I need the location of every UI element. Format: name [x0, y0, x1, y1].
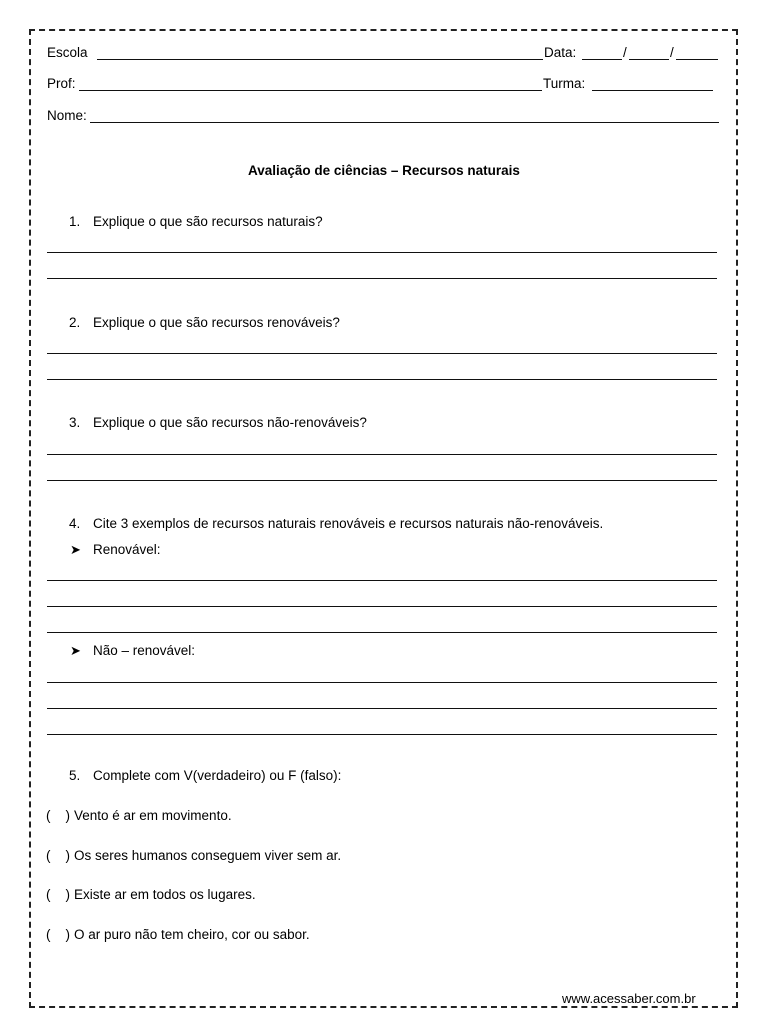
date-separator: /	[623, 45, 627, 60]
statement-text: O ar puro não tem cheiro, cor ou sabor.	[74, 927, 310, 942]
arrow-bullet-icon: ➤	[70, 542, 81, 557]
answer-line[interactable]	[47, 353, 717, 354]
answer-line[interactable]	[47, 606, 717, 607]
statement-text: Os seres humanos conseguem viver sem ar.	[74, 848, 342, 863]
answer-line[interactable]	[47, 708, 717, 709]
footer-website: www.acessaber.com.br	[562, 991, 696, 1006]
turma-field[interactable]	[592, 90, 713, 91]
answer-line[interactable]	[47, 252, 717, 253]
statement-text: Existe ar em todos os lugares.	[74, 887, 256, 902]
answer-line[interactable]	[47, 734, 717, 735]
answer-bracket[interactable]: ( )	[46, 808, 70, 823]
question-text: Explique o que são recursos não-renováveis?	[93, 415, 367, 430]
answer-bracket[interactable]: ( )	[46, 848, 70, 863]
answer-line[interactable]	[47, 480, 717, 481]
question-number: 4.	[69, 516, 81, 531]
answer-line[interactable]	[47, 632, 717, 633]
answer-line[interactable]	[47, 278, 717, 279]
question-text: Explique o que são recursos naturais?	[93, 214, 323, 229]
arrow-bullet-icon: ➤	[70, 643, 81, 658]
answer-bracket[interactable]: ( )	[46, 927, 70, 942]
nome-label: Nome:	[47, 108, 87, 123]
nome-field[interactable]	[90, 122, 719, 123]
page-title: Avaliação de ciências – Recursos naturais	[248, 163, 520, 178]
sub-item-label: Renovável:	[93, 542, 161, 557]
data-label: Data:	[544, 45, 577, 60]
escola-field[interactable]	[97, 59, 543, 60]
answer-line[interactable]	[47, 454, 717, 455]
escola-label: Escola	[47, 45, 88, 60]
answer-bracket[interactable]: ( )	[46, 887, 70, 902]
answer-line[interactable]	[47, 379, 717, 380]
answer-line[interactable]	[47, 682, 717, 683]
prof-label: Prof:	[47, 76, 76, 91]
date-month-field[interactable]	[629, 59, 669, 60]
date-day-field[interactable]	[582, 59, 622, 60]
question-number: 2.	[69, 315, 81, 330]
date-year-field[interactable]	[676, 59, 718, 60]
question-number: 5.	[69, 768, 81, 783]
turma-label: Turma:	[543, 76, 586, 91]
prof-field[interactable]	[79, 90, 542, 91]
answer-line[interactable]	[47, 580, 717, 581]
question-text: Explique o que são recursos renováveis?	[93, 315, 340, 330]
question-text: Complete com V(verdadeiro) ou F (falso):	[93, 768, 342, 783]
sub-item-label: Não – renovável:	[93, 643, 196, 658]
question-number: 1.	[69, 214, 81, 229]
date-separator: /	[670, 45, 674, 60]
question-number: 3.	[69, 415, 81, 430]
statement-text: Vento é ar em movimento.	[74, 808, 232, 823]
question-text: Cite 3 exemplos de recursos naturais renováveis e recursos naturais não-renováveis.	[93, 516, 604, 531]
